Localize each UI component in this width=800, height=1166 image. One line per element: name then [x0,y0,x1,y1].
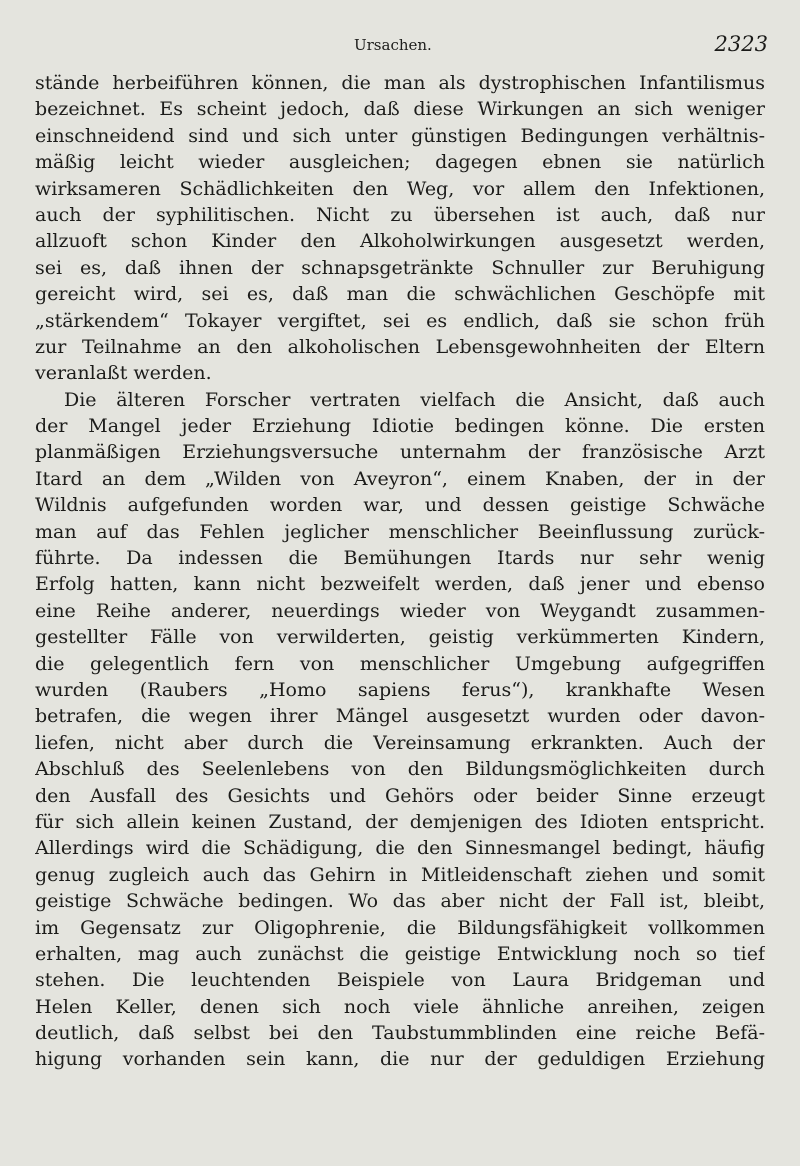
text-line: mäßig leicht wieder ausgleichen; dagegen ebnen sie natürlich [35,151,765,174]
text-line: wirksameren Schädlichkeiten den Weg, vor allem den Infektionen, [35,177,765,200]
text-line: liefen, nicht aber durch die Vereinsamung erkrankten. Auch der [35,731,765,754]
text-line: Wildnis aufgefunden worden war, und dessen geistige Schwäche [35,494,765,517]
text-line: allzuoft schon Kinder den Alkoholwirkungen ausgesetzt werden, [35,230,765,253]
running-title: Ursachen. [354,36,432,54]
text-line: gereicht wird, sei es, daß man die schwächlichen Geschöpfe mit [35,283,765,306]
text-line: den Ausfall des Gesichts und Gehörs oder beider Sinne erzeugt [35,784,765,807]
text-line: für sich allein keinen Zustand, der demjenigen des Idioten entspricht. [35,810,765,833]
text-line: einschneidend sind und sich unter günstigen Bedingungen verhältnis- [35,124,765,147]
running-head [0,30,800,60]
text-line: wurden (Raubers „Homo sapiens ferus“), krankhafte Wesen [35,678,765,701]
text-line: auch der syphilitischen. Nicht zu übersehen ist auch, daß nur [35,203,765,226]
text-line: planmäßigen Erziehungsversuche unternahm der französische Arzt [35,441,765,464]
text-line: stehen. Die leuchtenden Beispiele von Laura Bridgeman und [35,969,765,992]
text-line: gestellter Fälle von verwilderten, geistig verkümmerten Kindern, [35,626,765,649]
text-line: deutlich, daß selbst bei den Taubstummblinden eine reiche Befä- [35,1022,765,1045]
page-number: 2323 [714,32,768,56]
text-line: Allerdings wird die Schädigung, die den Sinnesmangel bedingt, häufig [35,837,765,860]
text-line: sei es, daß ihnen der schnapsgetränkte Schnuller zur Beruhigung [35,256,765,279]
text-line: Abschluß des Seelenlebens von den Bildungsmöglichkeiten durch [35,758,765,781]
text-line: der Mangel jeder Erziehung Idiotie bedingen könne. Die ersten [35,415,765,438]
paragraph-start-line: Die älteren Forscher vertraten vielfach die Ansicht, daß auch [64,388,765,411]
paragraph-end-line: veranlaßt werden. [35,362,212,385]
text-line: geistige Schwäche bedingen. Wo das aber nicht der Fall ist, bleibt, [35,890,765,913]
text-line: eine Reihe anderer, neuerdings wieder von Weygandt zusammen- [35,599,765,622]
text-line: Erfolg hatten, kann nicht bezweifelt werden, daß jener und ebenso [35,573,765,596]
text-line: „stärkendem“ Tokayer vergiftet, sei es endlich, daß sie schon früh [35,309,765,332]
text-line: zur Teilnahme an den alkoholischen Lebensgewohnheiten der Eltern [35,335,765,358]
text-line: man auf das Fehlen jeglicher menschlicher Beeinflussung zurück- [35,520,765,543]
text-line: higung vorhanden sein kann, die nur der geduldigen Erziehung [35,1048,765,1071]
text-line: führte. Da indessen die Bemühungen Itards nur sehr wenig [35,547,765,570]
text-line: Helen Keller, denen sich noch viele ähnliche anreihen, zeigen [35,995,765,1018]
text-line: bezeichnet. Es scheint jedoch, daß diese Wirkungen an sich weniger [35,98,765,121]
text-line: erhalten, mag auch zunächst die geistige Entwicklung noch so tief [35,942,765,965]
text-line: stände herbeiführen können, die man als dystrophischen Infantilismus [35,72,765,94]
text-line: betrafen, die wegen ihrer Mängel ausgesetzt wurden oder davon- [35,705,765,728]
text-line: die gelegentlich fern von menschlicher Umgebung aufgegriffen [35,652,765,675]
body-text [35,70,765,1073]
text-line: im Gegensatz zur Oligophrenie, die Bildungsfähigkeit vollkommen [35,916,765,939]
text-line: Itard an dem „Wilden von Aveyron“, einem Knaben, der in der [35,467,765,490]
text-line: genug zugleich auch das Gehirn in Mitleidenschaft ziehen und somit [35,863,765,886]
